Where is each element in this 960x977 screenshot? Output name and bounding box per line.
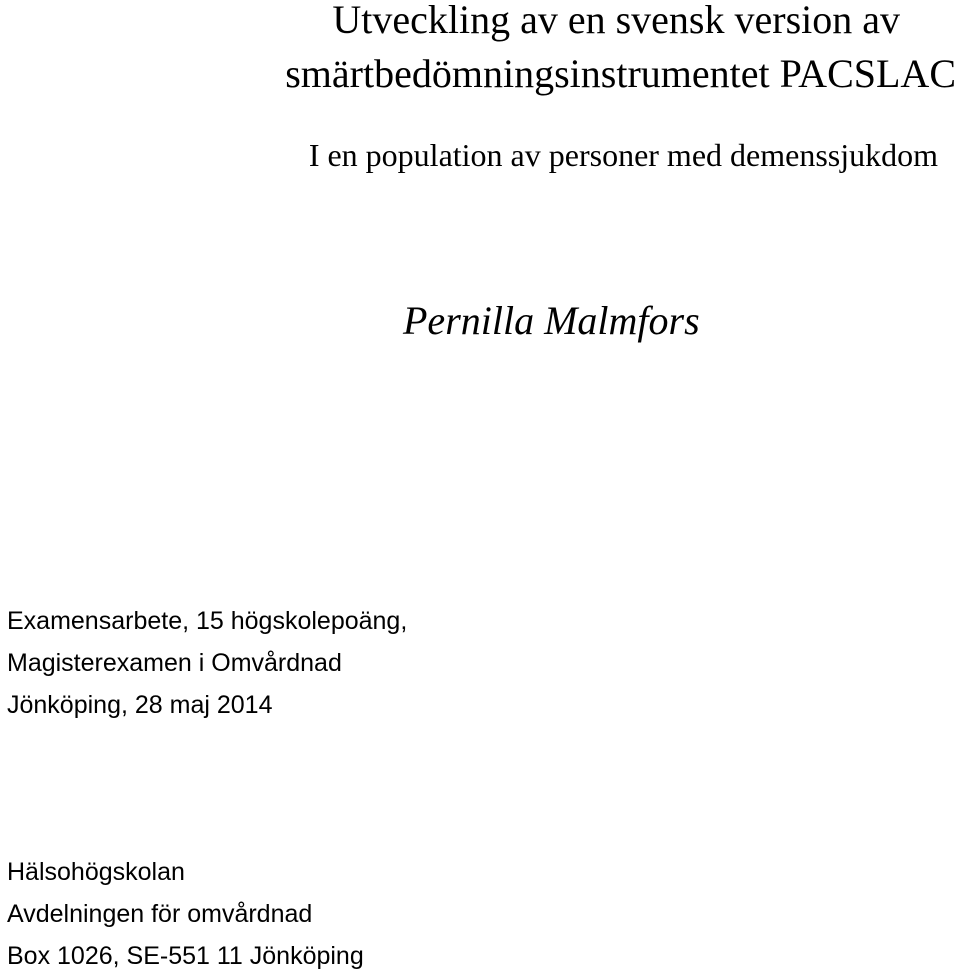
thesis-type: Examensarbete, 15 högskolepoäng, <box>7 607 408 635</box>
title-line-2: smärtbedömningsinstrumentet PACSLAC <box>285 51 956 96</box>
title-line-1: Utveckling av en svensk version av <box>332 0 900 42</box>
place-and-date: Jönköping, 28 maj 2014 <box>7 691 273 719</box>
school-name: Hälsohögskolan <box>7 858 185 886</box>
postal-address: Box 1026, SE-551 11 Jönköping <box>7 942 364 970</box>
department-name: Avdelningen för omvårdnad <box>7 900 313 928</box>
thesis-info <box>7 600 407 726</box>
author-name: Pernilla Malmfors <box>403 298 700 343</box>
document-subtitle: I en population av personer med demenssjukdom <box>308 137 938 173</box>
organization-info <box>7 851 364 977</box>
degree-program: Magisterexamen i Omvårdnad <box>7 649 342 677</box>
